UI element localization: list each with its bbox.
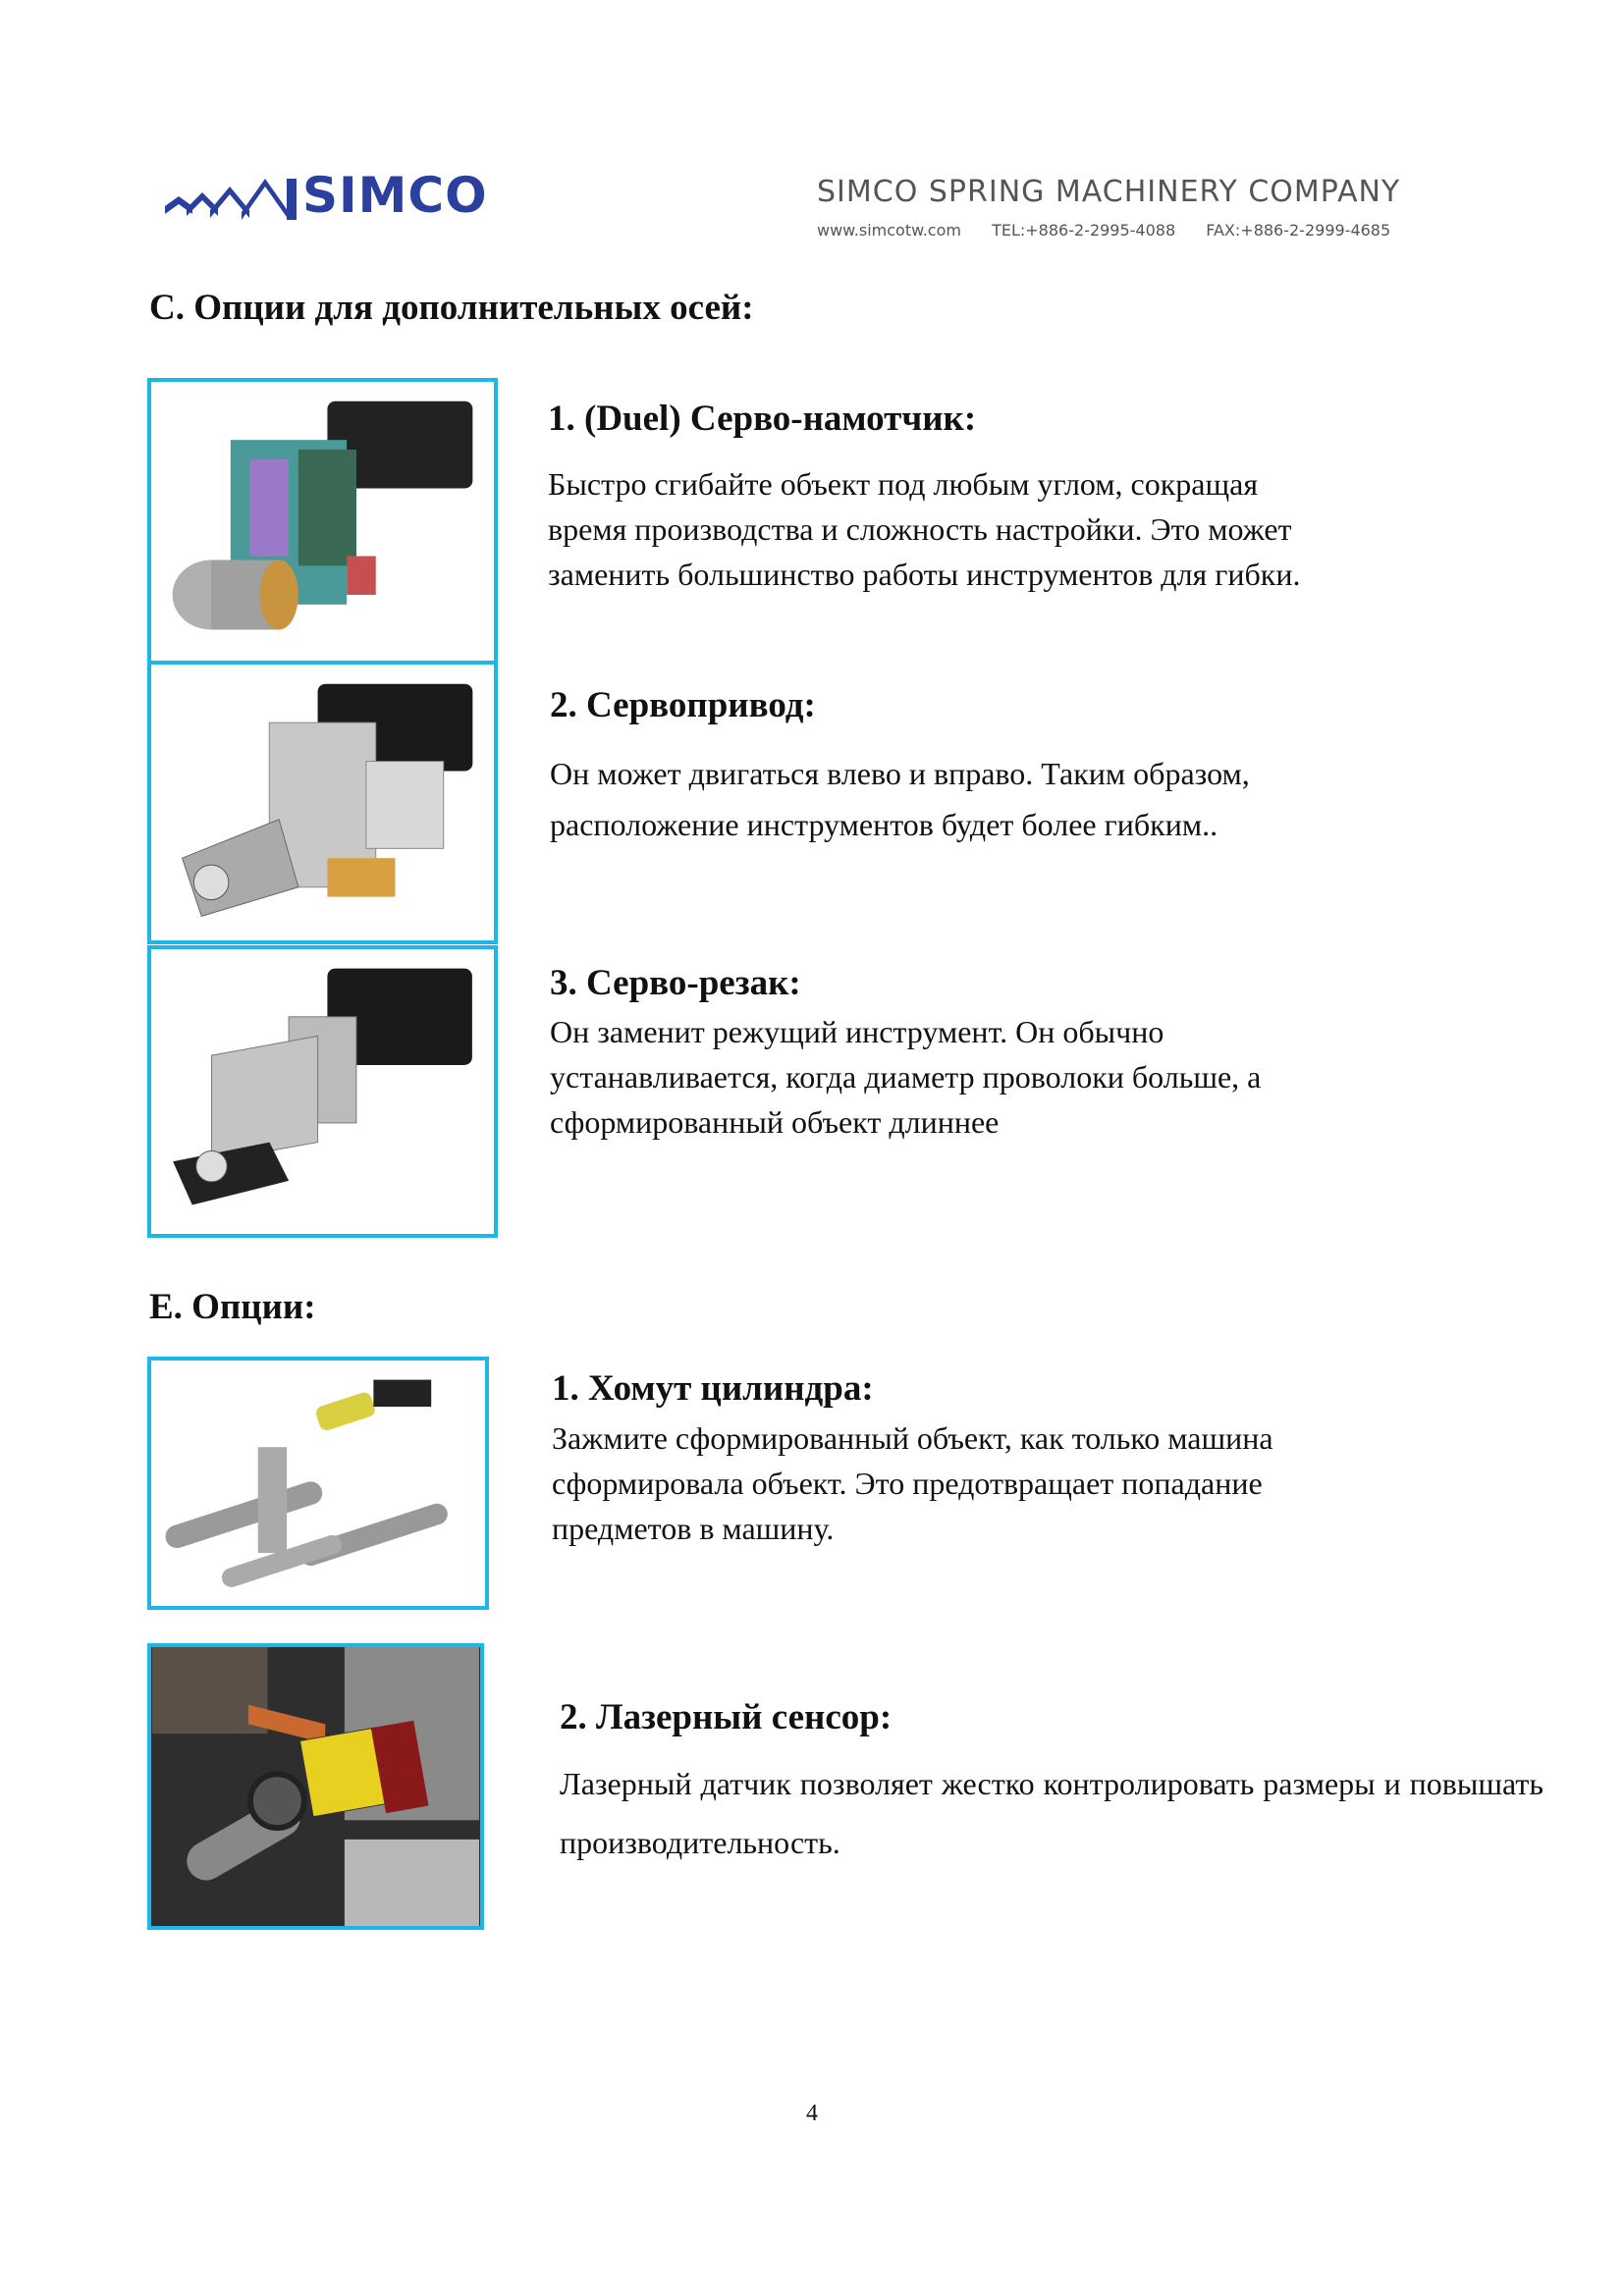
servo-drive-image [147,661,498,944]
section-c-heading: C. Опции для дополнительных осей: [149,288,754,328]
description-line: заменить большинство работы инструментов для гибки. [548,557,1301,592]
company-website: www.simcotw.com [817,221,961,240]
description-line: устанавливается, когда диаметр проволоки больше, а [550,1059,1262,1095]
cylinder-clamp-title: 1. Хомут цилиндра: [552,1368,874,1409]
description-line: предметов в машину. [552,1511,835,1546]
company-name: SIMCO SPRING MACHINERY COMPANY [817,175,1401,209]
laser-sensor-image [147,1643,484,1930]
servo-cutter-image [147,945,498,1238]
company-fax: FAX:+886-2-2999-4685 [1206,221,1391,240]
description-line: расположение инструментов будет более гибким.. [550,807,1218,842]
cylinder-clamp-image [147,1357,489,1610]
servo-winder-image [147,378,498,667]
description-line: Он может двигаться влево и вправо. Таким образом, [550,756,1250,791]
description-line: сформированный объект длиннее [550,1104,1000,1140]
description-line: Быстро сгибайте объект под любым углом, сокращая [548,466,1259,502]
laser-sensor-description: Лазерный датчик позволяет жестко контролировать размеры и повышать производительность. [560,1766,1543,1860]
company-tel: TEL:+886-2-2995-4088 [992,221,1176,240]
servo-winder-description [548,461,1300,597]
simco-logo [157,157,511,236]
logo-text: SIMCO [302,167,488,224]
servo-drive-title: 2. Сервопривод: [550,685,816,725]
page-number: 4 [806,2101,818,2126]
servo-winder-title: 1. (Duel) Серво-намотчик: [548,399,977,439]
servo-cutter-description [550,1009,1261,1145]
servo-drive-description [550,748,1250,850]
cylinder-clamp-description [552,1415,1273,1551]
section-e-heading: E. Опции: [149,1287,316,1327]
description-line: Зажмите сформированный объект, как только машина [552,1420,1273,1456]
description-line: сформировала объект. Это предотвращает попадание [552,1466,1263,1501]
description-line: время производства и сложность настройки. Это может [548,511,1292,547]
servo-cutter-title: 3. Серво-резак: [550,963,801,1003]
description-line: Он заменит режущий инструмент. Он обычно [550,1014,1164,1049]
company-contacts [817,221,1416,240]
laser-sensor-title: 2. Лазерный сенсор: [560,1697,893,1737]
